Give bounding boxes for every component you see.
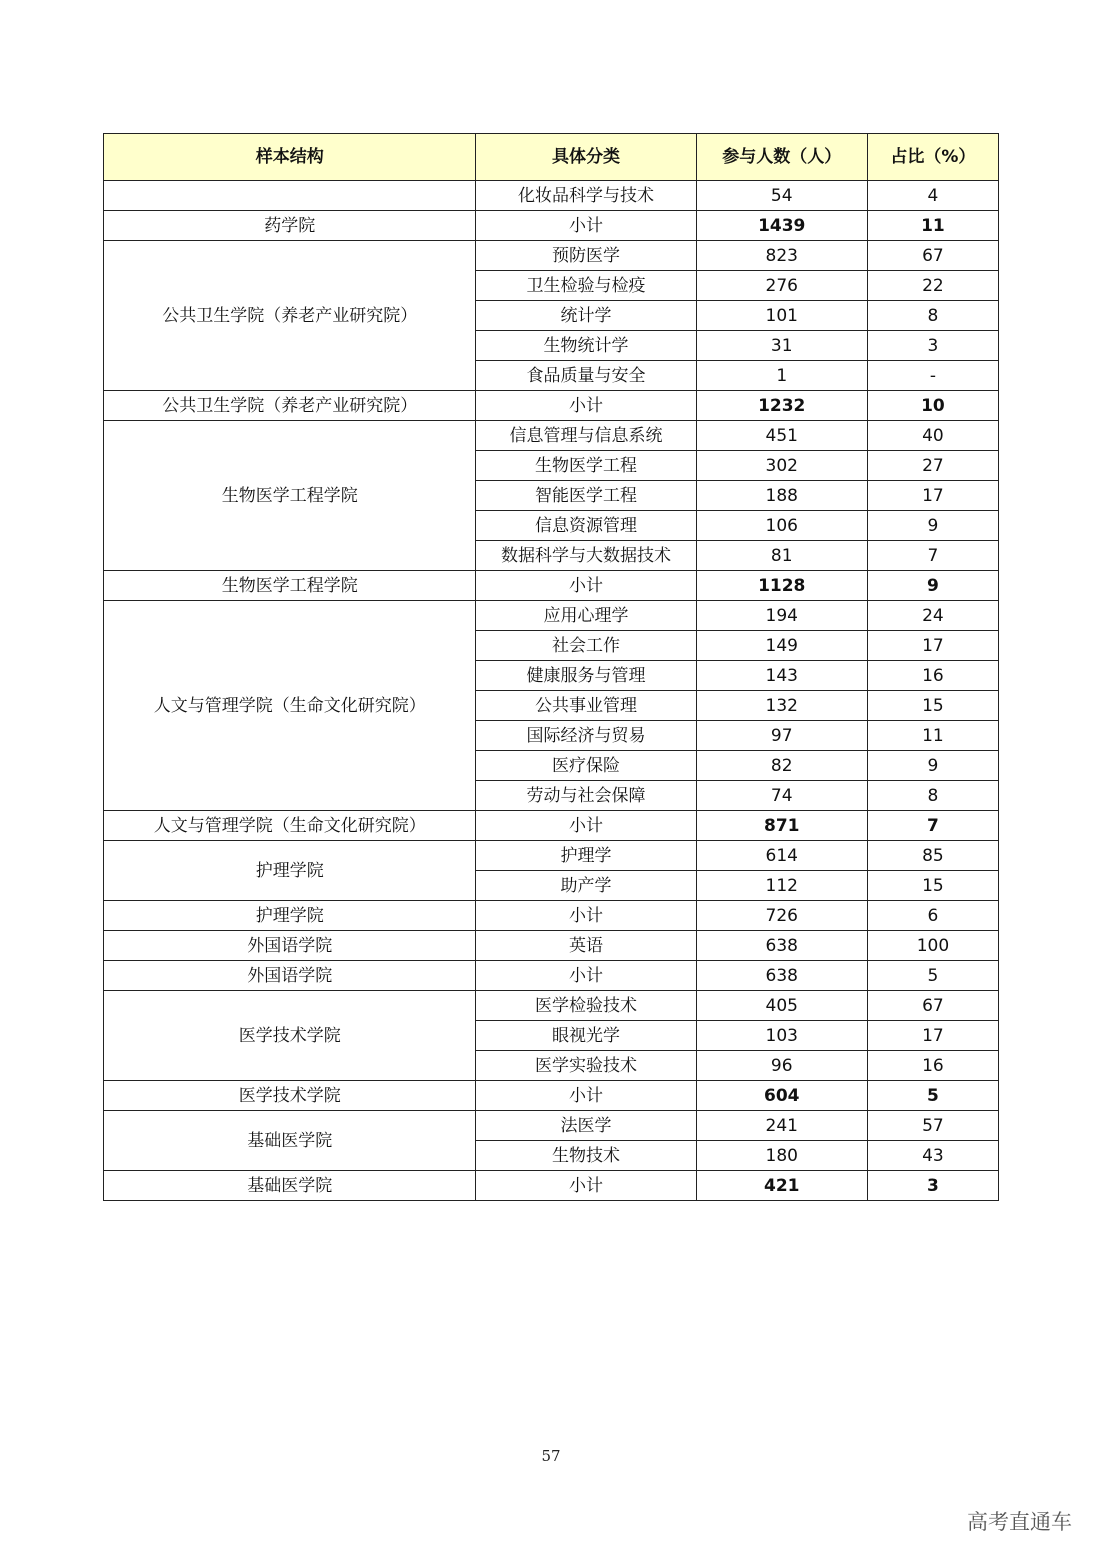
ratio-cell: 7 xyxy=(867,541,998,571)
college-cell xyxy=(104,181,476,211)
table-row xyxy=(104,241,999,271)
category-cell: 化妆品科学与技术 xyxy=(476,181,696,211)
category-cell: 信息资源管理 xyxy=(476,511,696,541)
category-cell: 小计 xyxy=(476,391,696,421)
category-cell: 医学实验技术 xyxy=(476,1051,696,1081)
count-cell: 614 xyxy=(696,841,867,871)
ratio-cell: 40 xyxy=(867,421,998,451)
category-cell: 小计 xyxy=(476,961,696,991)
college-cell: 药学院 xyxy=(104,211,476,241)
category-cell: 护理学 xyxy=(476,841,696,871)
ratio-cell: 22 xyxy=(867,271,998,301)
ratio-cell: 9 xyxy=(867,751,998,781)
table-row xyxy=(104,601,999,631)
count-cell: 112 xyxy=(696,871,867,901)
category-cell: 健康服务与管理 xyxy=(476,661,696,691)
table-row xyxy=(104,991,999,1021)
ratio-cell: 24 xyxy=(867,601,998,631)
college-cell: 护理学院 xyxy=(104,901,476,931)
category-cell: 信息管理与信息系统 xyxy=(476,421,696,451)
count-cell: 180 xyxy=(696,1141,867,1171)
count-cell: 451 xyxy=(696,421,867,451)
ratio-cell: 15 xyxy=(867,691,998,721)
ratio-cell: 43 xyxy=(867,1141,998,1171)
category-cell: 社会工作 xyxy=(476,631,696,661)
sample-structure-table xyxy=(103,133,999,1201)
count-cell: 726 xyxy=(696,901,867,931)
table-row xyxy=(104,421,999,451)
college-cell: 医学技术学院 xyxy=(104,1081,476,1111)
college-cell: 基础医学院 xyxy=(104,1111,476,1171)
category-cell: 小计 xyxy=(476,571,696,601)
count-cell: 871 xyxy=(696,811,867,841)
ratio-cell: 3 xyxy=(867,1171,998,1201)
subtotal-row xyxy=(104,391,999,421)
college-cell: 外国语学院 xyxy=(104,961,476,991)
header-college: 样本结构 xyxy=(104,134,476,181)
ratio-cell: - xyxy=(867,361,998,391)
ratio-cell: 9 xyxy=(867,571,998,601)
header-count: 参与人数（人） xyxy=(696,134,867,181)
ratio-cell: 11 xyxy=(867,211,998,241)
category-cell: 医疗保险 xyxy=(476,751,696,781)
table-row xyxy=(104,931,999,961)
subtotal-row xyxy=(104,901,999,931)
category-cell: 生物统计学 xyxy=(476,331,696,361)
count-cell: 82 xyxy=(696,751,867,781)
count-cell: 31 xyxy=(696,331,867,361)
count-cell: 638 xyxy=(696,961,867,991)
count-cell: 188 xyxy=(696,481,867,511)
category-cell: 国际经济与贸易 xyxy=(476,721,696,751)
college-cell: 人文与管理学院（生命文化研究院） xyxy=(104,811,476,841)
ratio-cell: 57 xyxy=(867,1111,998,1141)
ratio-cell: 17 xyxy=(867,481,998,511)
ratio-cell: 27 xyxy=(867,451,998,481)
category-cell: 小计 xyxy=(476,901,696,931)
category-cell: 眼视光学 xyxy=(476,1021,696,1051)
category-cell: 卫生检验与检疫 xyxy=(476,271,696,301)
table-row xyxy=(104,1111,999,1141)
count-cell: 1 xyxy=(696,361,867,391)
college-cell: 护理学院 xyxy=(104,841,476,901)
subtotal-row xyxy=(104,211,999,241)
count-cell: 276 xyxy=(696,271,867,301)
ratio-cell: 17 xyxy=(867,1021,998,1051)
category-cell: 生物技术 xyxy=(476,1141,696,1171)
category-cell: 统计学 xyxy=(476,301,696,331)
category-cell: 食品质量与安全 xyxy=(476,361,696,391)
category-cell: 小计 xyxy=(476,811,696,841)
category-cell: 生物医学工程 xyxy=(476,451,696,481)
ratio-cell: 67 xyxy=(867,241,998,271)
watermark: 高考直通车 xyxy=(967,1510,1072,1534)
count-cell: 1232 xyxy=(696,391,867,421)
count-cell: 638 xyxy=(696,931,867,961)
ratio-cell: 5 xyxy=(867,961,998,991)
ratio-cell: 9 xyxy=(867,511,998,541)
count-cell: 143 xyxy=(696,661,867,691)
ratio-cell: 15 xyxy=(867,871,998,901)
count-cell: 106 xyxy=(696,511,867,541)
count-cell: 604 xyxy=(696,1081,867,1111)
count-cell: 823 xyxy=(696,241,867,271)
count-cell: 101 xyxy=(696,301,867,331)
subtotal-row xyxy=(104,961,999,991)
count-cell: 149 xyxy=(696,631,867,661)
ratio-cell: 8 xyxy=(867,301,998,331)
header-ratio: 占比（%） xyxy=(867,134,998,181)
ratio-cell: 16 xyxy=(867,661,998,691)
college-cell: 基础医学院 xyxy=(104,1171,476,1201)
ratio-cell: 4 xyxy=(867,181,998,211)
count-cell: 241 xyxy=(696,1111,867,1141)
ratio-cell: 6 xyxy=(867,901,998,931)
category-cell: 小计 xyxy=(476,211,696,241)
count-cell: 302 xyxy=(696,451,867,481)
college-cell: 医学技术学院 xyxy=(104,991,476,1081)
category-cell: 法医学 xyxy=(476,1111,696,1141)
count-cell: 421 xyxy=(696,1171,867,1201)
ratio-cell: 11 xyxy=(867,721,998,751)
category-cell: 预防医学 xyxy=(476,241,696,271)
count-cell: 74 xyxy=(696,781,867,811)
college-cell: 人文与管理学院（生命文化研究院） xyxy=(104,601,476,811)
ratio-cell: 67 xyxy=(867,991,998,1021)
count-cell: 54 xyxy=(696,181,867,211)
header-category: 具体分类 xyxy=(476,134,696,181)
count-cell: 1128 xyxy=(696,571,867,601)
count-cell: 96 xyxy=(696,1051,867,1081)
ratio-cell: 17 xyxy=(867,631,998,661)
category-cell: 应用心理学 xyxy=(476,601,696,631)
ratio-cell: 10 xyxy=(867,391,998,421)
ratio-cell: 3 xyxy=(867,331,998,361)
college-cell: 公共卫生学院（养老产业研究院） xyxy=(104,391,476,421)
ratio-cell: 5 xyxy=(867,1081,998,1111)
ratio-cell: 16 xyxy=(867,1051,998,1081)
table-row xyxy=(104,841,999,871)
category-cell: 小计 xyxy=(476,1081,696,1111)
count-cell: 1439 xyxy=(696,211,867,241)
category-cell: 英语 xyxy=(476,931,696,961)
college-cell: 外国语学院 xyxy=(104,931,476,961)
college-cell: 生物医学工程学院 xyxy=(104,421,476,571)
page-number: 57 xyxy=(541,1447,561,1465)
category-cell: 智能医学工程 xyxy=(476,481,696,511)
count-cell: 97 xyxy=(696,721,867,751)
table-row xyxy=(104,181,999,211)
count-cell: 405 xyxy=(696,991,867,1021)
ratio-cell: 8 xyxy=(867,781,998,811)
count-cell: 103 xyxy=(696,1021,867,1051)
subtotal-row xyxy=(104,571,999,601)
category-cell: 劳动与社会保障 xyxy=(476,781,696,811)
count-cell: 194 xyxy=(696,601,867,631)
college-cell: 生物医学工程学院 xyxy=(104,571,476,601)
count-cell: 132 xyxy=(696,691,867,721)
college-cell: 公共卫生学院（养老产业研究院） xyxy=(104,241,476,391)
subtotal-row xyxy=(104,1081,999,1111)
category-cell: 助产学 xyxy=(476,871,696,901)
count-cell: 81 xyxy=(696,541,867,571)
subtotal-row xyxy=(104,811,999,841)
ratio-cell: 100 xyxy=(867,931,998,961)
category-cell: 小计 xyxy=(476,1171,696,1201)
category-cell: 数据科学与大数据技术 xyxy=(476,541,696,571)
subtotal-row xyxy=(104,1171,999,1201)
ratio-cell: 7 xyxy=(867,811,998,841)
table-header-row xyxy=(104,134,999,181)
ratio-cell: 85 xyxy=(867,841,998,871)
category-cell: 公共事业管理 xyxy=(476,691,696,721)
category-cell: 医学检验技术 xyxy=(476,991,696,1021)
